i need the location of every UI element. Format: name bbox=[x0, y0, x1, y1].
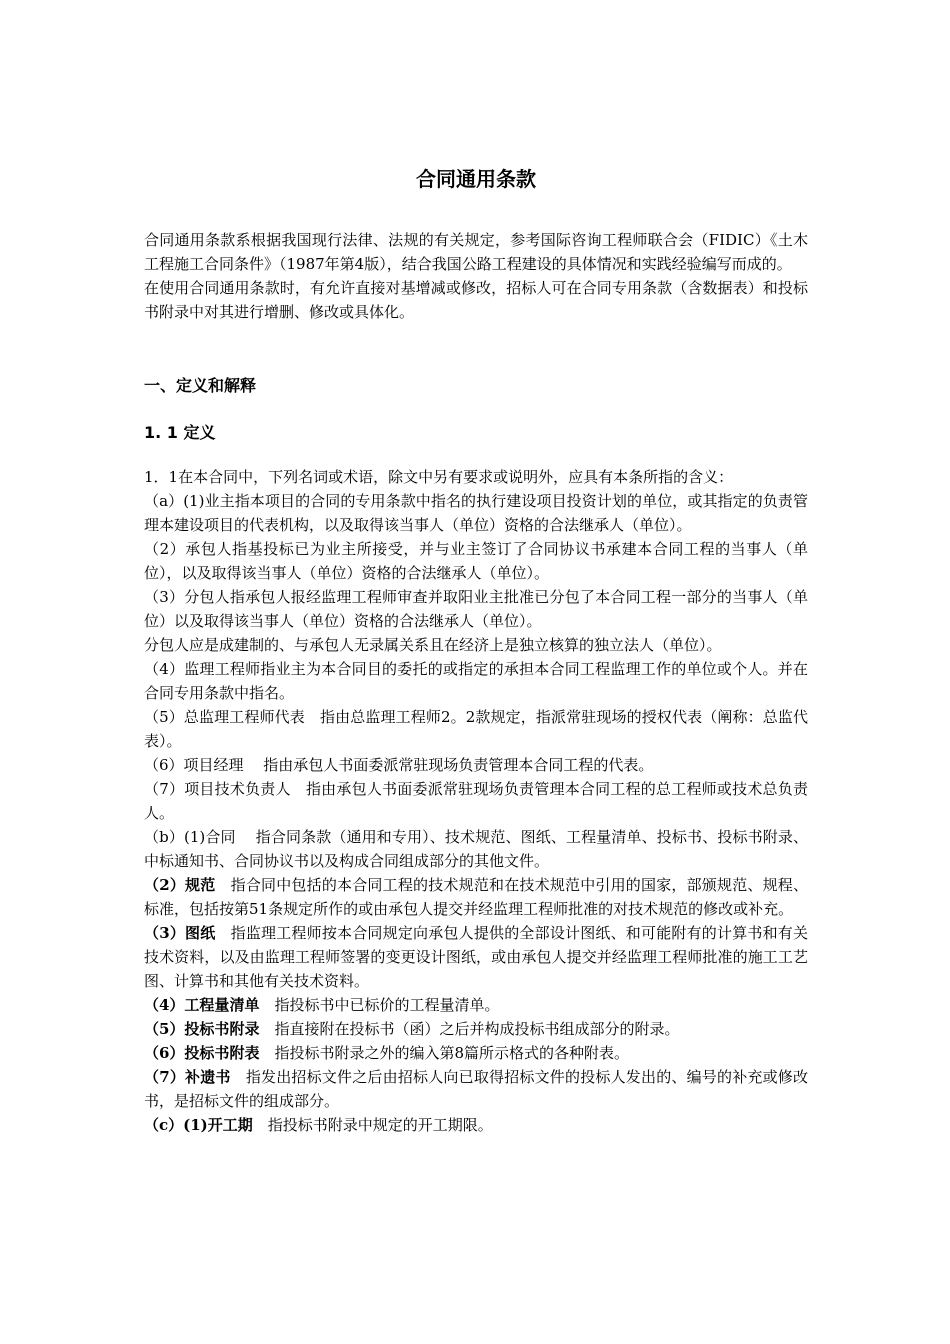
definition-term: （2）规范 bbox=[144, 876, 216, 894]
definition-term: （3）图纸 bbox=[144, 924, 216, 942]
intro-paragraph: 合同通用条款系根据我国现行法律、法规的有关规定，参考国际咨询工程师联合会（FIDIC）《土木工程施工合同条件》（1987年第4版），结合我国公路工程建设的具体情况和实践经验编写而成的。 bbox=[144, 231, 808, 273]
definition-paragraph bbox=[144, 1113, 808, 1137]
definition-term: （4）工程量清单 bbox=[144, 996, 260, 1014]
definition-paragraph bbox=[144, 585, 808, 633]
definition-text: （3）分包人指承包人报经监理工程师审查并取阳业主批准已分包了本合同工程一部分的当事人（单位）以及取得该当事人（单位）资格的合法继承人（单位）。 bbox=[144, 588, 808, 630]
definition-text: （7）项目技术负责人 指由承包人书面委派常驻现场负责管理本合同工程的总工程师或技术总负责人。 bbox=[144, 780, 808, 822]
definition-text: 指合同中包括的本合同工程的技术规范和在技术规范中引用的国家，部颁规范、规程、标准，包括按第51条规定所作的或由承包人提交并经监理工程师批准的对技术规范的修改或补充。 bbox=[144, 876, 808, 918]
intro-section bbox=[144, 228, 808, 324]
definition-paragraph bbox=[144, 993, 808, 1017]
intro-paragraph: 在使用合同通用条款时，有允许直接对基增减或修改，招标人可在合同专用条款（含数据表）和投标书附录中对其进行增删、修改或具体化。 bbox=[144, 279, 808, 321]
definition-text: （a）(1)业主指本项目的合同的专用条款中指名的执行建设项目投资计划的单位，或其指定的负责管理本建设项目的代表机构，以及取得该当事人（单位）资格的合法继承人（单位）。 bbox=[144, 492, 808, 534]
definition-term: （7）补遗书 bbox=[144, 1068, 231, 1086]
definition-paragraph bbox=[144, 825, 808, 873]
definition-paragraph bbox=[144, 921, 808, 993]
definition-paragraph bbox=[144, 753, 808, 777]
definition-paragraph bbox=[144, 465, 808, 489]
subsection-heading: 1. 1 定义 bbox=[144, 423, 216, 442]
definition-text: 指发出招标文件之后由招标人向已取得招标文件的投标人发出的、编号的补充或修改书，是招标文件的组成部分。 bbox=[144, 1068, 808, 1110]
definition-paragraph bbox=[144, 705, 808, 753]
definition-text: 指投标书附录之外的编入第8篇所示格式的各种附表。 bbox=[259, 1044, 629, 1062]
definition-term: （6）投标书附表 bbox=[144, 1044, 260, 1062]
definition-paragraph bbox=[144, 777, 808, 825]
definition-term: （c）(1)开工期 bbox=[144, 1116, 253, 1134]
definition-paragraph bbox=[144, 873, 808, 921]
definition-term: （5）投标书附录 bbox=[144, 1020, 260, 1038]
definition-text: （5）总监理工程师代表 指由总监理工程师2。2款规定，指派常驻现场的授权代表（阐称：总监代表）。 bbox=[144, 708, 808, 750]
definition-text: （2）承包人指基投标已为业主所接受，并与业主签订了合同协议书承建本合同工程的当事人（单位），以及取得该当事人（单位）资格的合法继承人（单位）。 bbox=[144, 540, 808, 582]
definition-paragraph bbox=[144, 657, 808, 705]
definition-paragraph bbox=[144, 1017, 808, 1041]
definitions-body bbox=[144, 465, 808, 1137]
definition-paragraph bbox=[144, 1065, 808, 1113]
definition-text: 指监理工程师按本合同规定向承包人提供的全部设计图纸、和可能附有的计算书和有关技术资料，以及由监理工程师签署的变更设计图纸，或由承包人提交并经监理工程师批准的施工工艺图、计算书和其他有关技术资料。 bbox=[144, 924, 808, 990]
definition-text: （4）监理工程师指业主为本合同目的委托的或指定的承担本合同工程监理工作的单位或个人。并在合同专用条款中指名。 bbox=[144, 660, 808, 702]
definition-text: 分包人应是成建制的、与承包人无录属关系且在经济上是独立核算的独立法人（单位）。 bbox=[144, 636, 722, 654]
definition-text: （6）项目经理 指由承包人书面委派常驻现场负责管理本合同工程的代表。 bbox=[144, 756, 654, 774]
document-title: 合同通用条款 bbox=[416, 167, 536, 191]
definition-text: （b）(1)合同 指合同条款（通用和专用）、技术规范、图纸、工程量清单、投标书、投标书附录、中标通知书、合同协议书以及构成合同组成部分的其他文件。 bbox=[144, 828, 808, 870]
definition-paragraph bbox=[144, 633, 808, 657]
definition-text: 1．1在本合同中，下列名词或术语，除文中另有要求或说明外，应具有本条所指的含义： bbox=[144, 468, 734, 486]
definition-text: 指投标书附录中规定的开工期限。 bbox=[252, 1116, 493, 1134]
definition-paragraph bbox=[144, 1041, 808, 1065]
definition-text: 指直接附在投标书（函）之后并构成投标书组成部分的附录。 bbox=[259, 1020, 680, 1038]
definition-paragraph bbox=[144, 537, 808, 585]
section-heading: 一、定义和解释 bbox=[144, 376, 257, 395]
definition-paragraph bbox=[144, 489, 808, 537]
definition-text: 指投标书中已标价的工程量清单。 bbox=[259, 996, 500, 1014]
